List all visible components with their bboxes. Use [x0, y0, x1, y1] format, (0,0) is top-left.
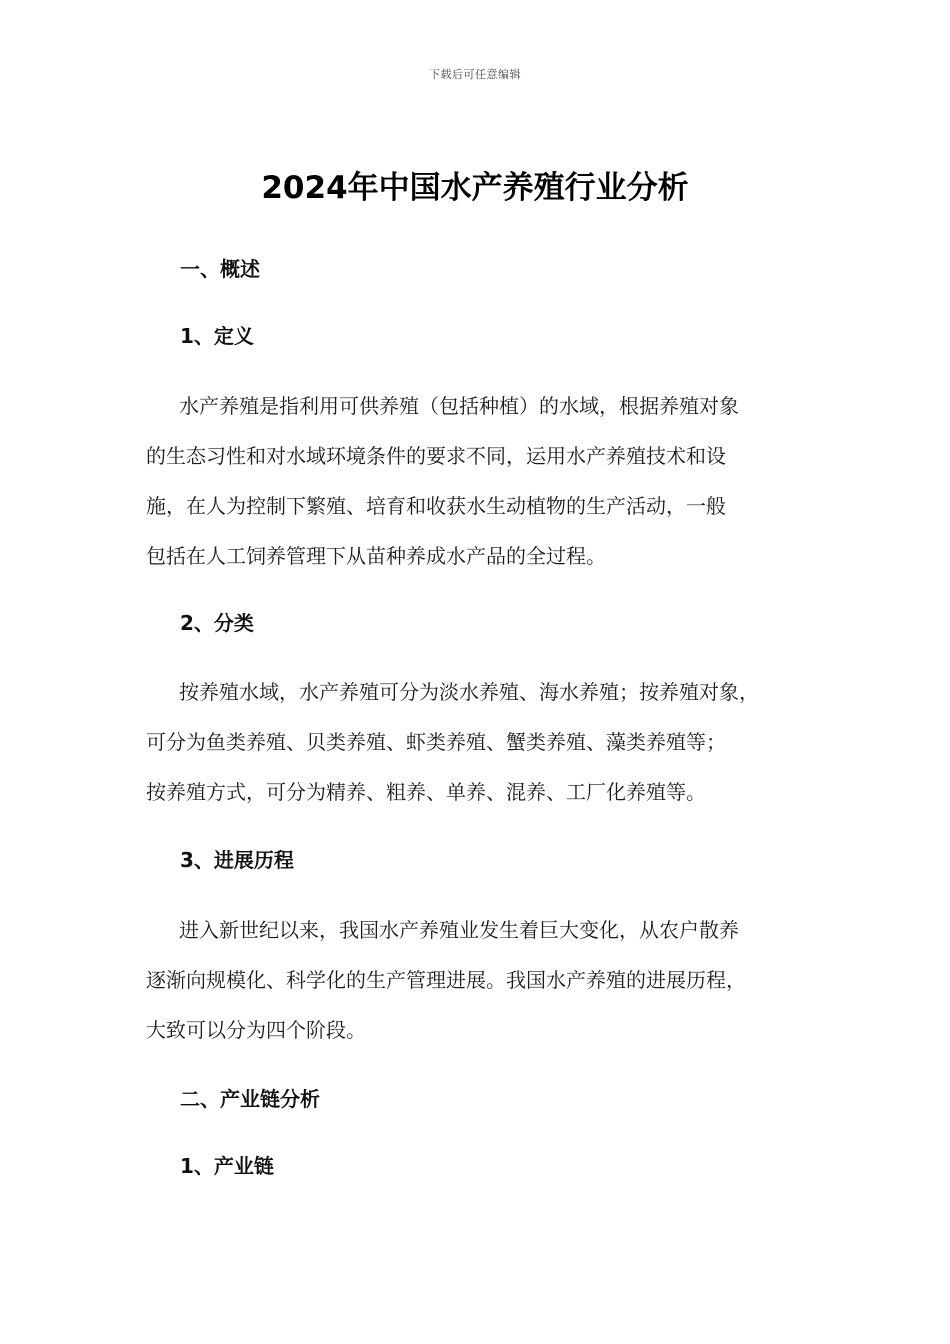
- subheading-history: 3、进展历程: [180, 848, 294, 872]
- paragraph-line: 的生态习性和对水域环境条件的要求不同，运用水产养殖技术和设: [146, 444, 726, 468]
- subheading-industry-chain: 1、产业链: [180, 1154, 274, 1178]
- paragraph-line: 可分为鱼类养殖、贝类养殖、虾类养殖、蟹类养殖、藻类养殖等；: [146, 730, 726, 754]
- classification-paragraph: [146, 667, 836, 817]
- paragraph-line: 施，在人为控制下繁殖、培育和收获水生动植物的生产活动，一般: [146, 494, 726, 518]
- paragraph-line: 进入新世纪以来，我国水产养殖业发生着巨大变化，从农户散养: [179, 918, 739, 942]
- definition-paragraph: [146, 381, 836, 581]
- paragraph-line: 逐渐向规模化、科学化的生产管理进展。我国水产养殖的进展历程，: [146, 968, 746, 992]
- section-heading-overview: 一、概述: [180, 257, 260, 281]
- paragraph-line: 大致可以分为四个阶段。: [146, 1018, 366, 1042]
- paragraph-line: 水产养殖是指利用可供养殖（包括种植）的水域，根据养殖对象: [179, 394, 739, 418]
- document-title: 2024年中国水产养殖行业分析: [261, 170, 689, 206]
- paragraph-line: 包括在人工饲养管理下从苗种养成水产品的全过程。: [146, 544, 606, 568]
- subheading-classification: 2、分类: [180, 611, 254, 635]
- section-heading-industry-chain: 二、产业链分析: [180, 1087, 320, 1111]
- history-paragraph: [146, 905, 836, 1055]
- page-header-note: 下载后可任意编辑: [429, 68, 521, 81]
- paragraph-line: 按养殖水域，水产养殖可分为淡水养殖、海水养殖；按养殖对象，: [179, 680, 759, 704]
- paragraph-line: 按养殖方式，可分为精养、粗养、单养、混养、工厂化养殖等。: [146, 780, 706, 804]
- subheading-definition: 1、定义: [180, 324, 254, 348]
